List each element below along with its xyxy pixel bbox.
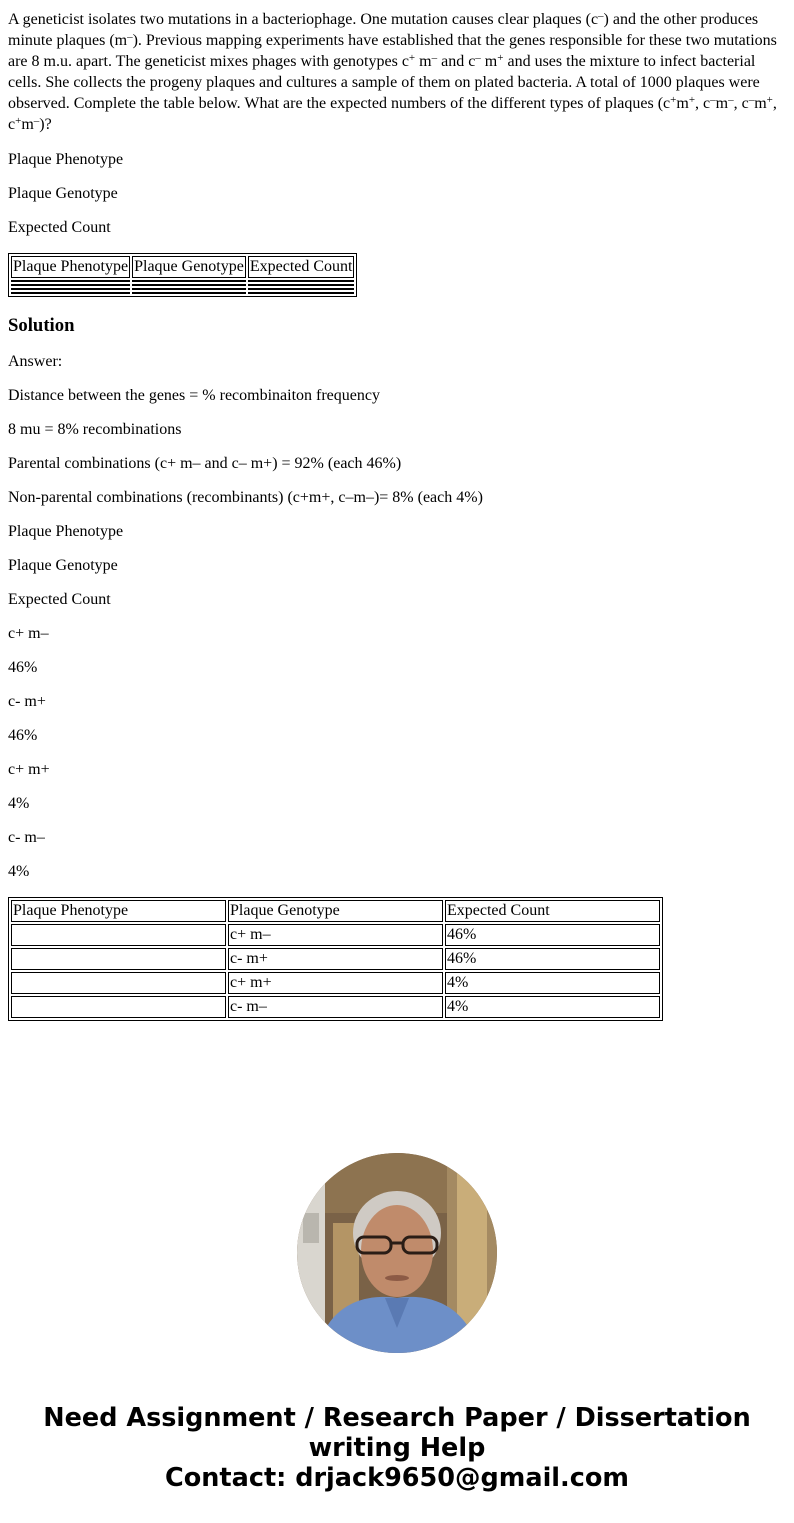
solution-line-parental: Parental combinations (c+ m– and c– m+) = 92% (each 46%) [8,455,402,472]
cell-count: 4% [445,972,660,994]
table-row [11,280,354,282]
author-avatar [297,1153,497,1353]
label-expected-count: Expected Count [8,219,111,236]
cell-count: 46% [445,924,660,946]
cell-phenotype [11,996,226,1018]
cell-phenotype [11,924,226,946]
table-row [11,288,354,290]
table-row [11,972,660,994]
solution-line-distance: Distance between the genes = % recombinaiton frequency [8,387,380,404]
solution-heading: Solution [8,315,75,336]
footer-line-2: writing Help [308,1433,486,1463]
question-text: A geneticist isolates two mutations in a bacteriophage. One mutation causes clear plaques (c–) and the other produces minute plaques (m–). Previous mapping experiments have established that the genes responsible for these two mutations are 8 m.u. apart. The geneticist mixes phages with genotypes c+ m– and c– m+ and uses the mixture to infect bacterial cells. She collects the progeny plaques and cultures a sample of them on plated bacteria. A total of 1000 plaques were observed. Complete the table below. What are the expected numbers of the different types of plaques (c+m+, c–m–, c–m+, c+m–)? [8,10,777,133]
list-item-genotype: c+ m– [8,625,49,642]
cell-phenotype [11,972,226,994]
header-genotype: Plaque Genotype [228,900,443,922]
list-item-count: 4% [8,795,30,812]
cell-genotype: c+ m– [228,924,443,946]
cell-phenotype [11,948,226,970]
cell-count: 46% [445,948,660,970]
header-phenotype: Plaque Phenotype [11,256,130,278]
solution-line-nonparental: Non-parental combinations (recombinants) (c+m+, c–m–)= 8% (each 4%) [8,489,483,506]
label-genotype: Plaque Genotype [8,185,118,202]
table-row [11,948,660,970]
list-item-genotype: c+ m+ [8,761,50,778]
label-phenotype: Plaque Phenotype [8,151,124,168]
header-expected-count: Expected Count [445,900,660,922]
cell-genotype: c- m+ [228,948,443,970]
solution-table [8,897,663,1021]
table-header-row [11,256,354,278]
header-genotype: Plaque Genotype [132,256,246,278]
list-item-count: 4% [8,863,30,880]
header-phenotype: Plaque Phenotype [11,900,226,922]
solution-line-recombinations: 8 mu = 8% recombinations [8,421,182,438]
answer-label: Answer: [8,353,63,370]
cell-count: 4% [445,996,660,1018]
table-row [11,996,660,1018]
table-row [11,292,354,294]
list-item-genotype: c- m+ [8,693,46,710]
solution-label-genotype: Plaque Genotype [8,557,118,574]
list-item-genotype: c- m– [8,829,45,846]
solution-label-phenotype: Plaque Phenotype [8,523,124,540]
cell-genotype: c- m– [228,996,443,1018]
solution-label-expected-count: Expected Count [8,591,111,608]
list-item-count: 46% [8,727,38,744]
cell-genotype: c+ m+ [228,972,443,994]
footer-banner [0,1403,794,1493]
question-table [8,253,357,297]
header-expected-count: Expected Count [248,256,355,278]
footer-line-1: Need Assignment / Research Paper / Dissertation [43,1403,751,1433]
list-item-count: 46% [8,659,38,676]
footer-contact: Contact: drjack9650@gmail.com [165,1463,629,1493]
table-row [11,284,354,286]
table-row [11,924,660,946]
table-header-row [11,900,660,922]
portrait-image [297,1153,497,1353]
document-body [8,0,786,1021]
